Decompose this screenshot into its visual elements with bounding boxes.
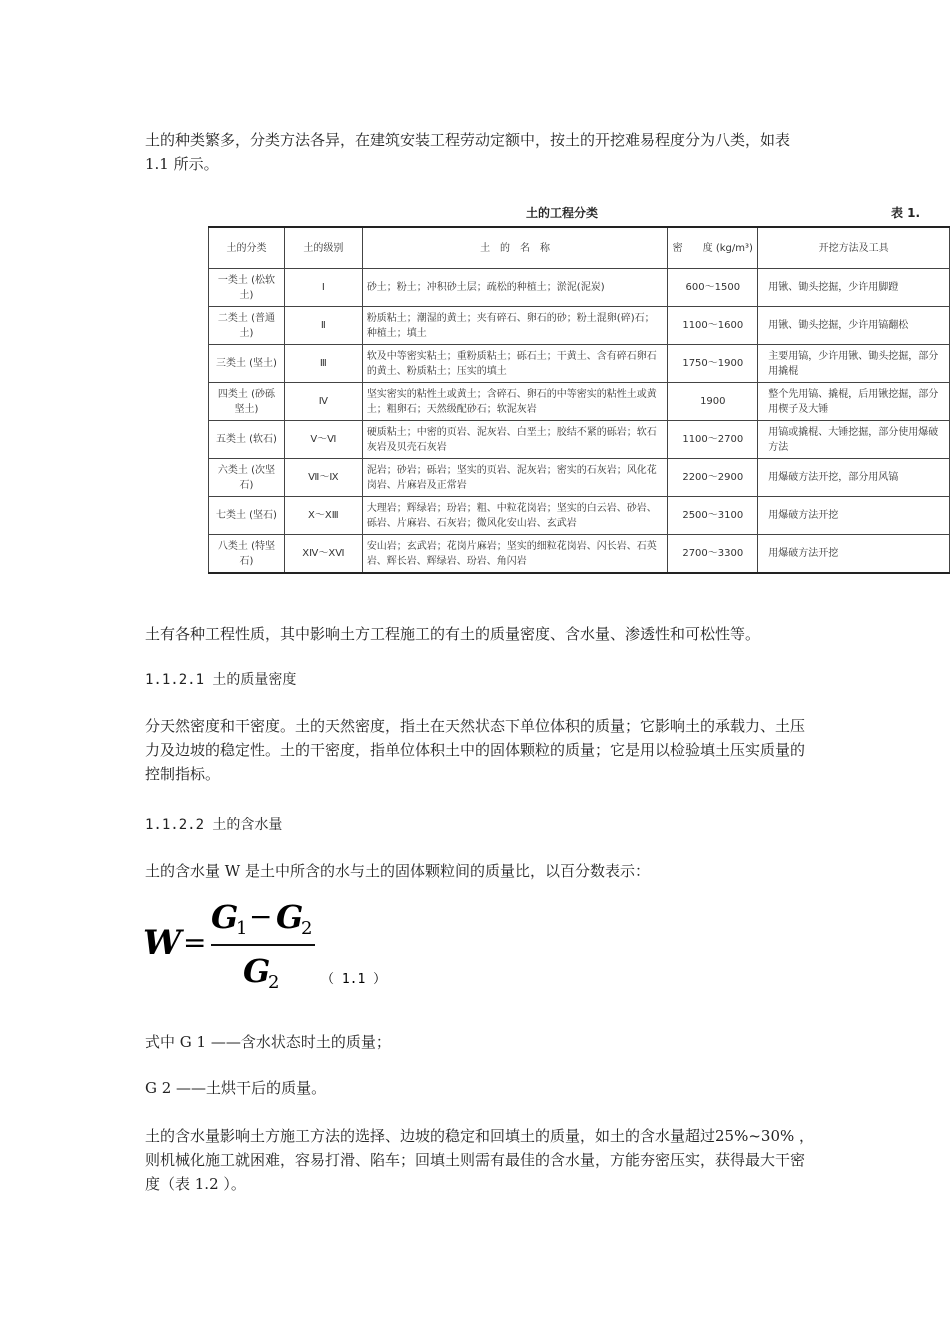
- cell-density: 1750～1900: [668, 345, 758, 383]
- cell-method: 用锹、锄头挖掘，少许用脚蹬: [758, 269, 950, 307]
- cell-grade: Ⅰ: [284, 269, 362, 307]
- table-number: 表 1.: [891, 206, 921, 220]
- section-heading-density: 1.1.2.1 土的质量密度: [145, 672, 297, 688]
- cell-class: 七类土 (坚石): [209, 497, 285, 535]
- cell-name: 安山岩；玄武岩；花岗片麻岩；坚实的细粒花岗岩、闪长岩、石英岩、辉长岩、辉绿岩、玢岩、角闪岩: [362, 535, 668, 574]
- cell-method: 整个先用镐、撬棍，后用锹挖掘，部分用楔子及大锤: [758, 383, 950, 421]
- table-row: [209, 269, 950, 307]
- cell-grade: Ⅱ: [284, 307, 362, 345]
- cell-class: 二类土 (普通土): [209, 307, 285, 345]
- cell-name: 硬质粘土；中密的页岩、泥灰岩、白垩土；胶结不紧的砾岩；软石灰岩及贝壳石灰岩: [362, 421, 668, 459]
- cell-method: 用爆破方法开挖，部分用风镐: [758, 459, 950, 497]
- header-method: 开挖方法及工具: [758, 227, 950, 269]
- formula-denominator-sub: 2: [268, 972, 280, 990]
- header-name: 土 的 名 称: [362, 227, 668, 269]
- formula-lhs: W: [143, 923, 182, 963]
- intro-paragraph: 土的种类繁多，分类方法各异，在建筑安装工程劳动定额中，按土的开挖难易程度分为八类，如表 1.1 所示。: [145, 131, 791, 173]
- cell-name: 坚实密实的粘性土或黄土；含碎石、卵石的中等密实的粘性土或黄土；粗卵石；天然级配砂石；软泥灰岩: [362, 383, 668, 421]
- table-title: 土的工程分类: [526, 206, 599, 220]
- table-row: [209, 497, 950, 535]
- cell-grade: ⅩⅣ～ⅩⅥ: [284, 535, 362, 574]
- soil-classification-table: [208, 226, 950, 574]
- cell-class: 六类土 (次坚石): [209, 459, 285, 497]
- cell-grade: Ⅶ～Ⅸ: [284, 459, 362, 497]
- cell-class: 四类土 (砂砾坚土): [209, 383, 285, 421]
- cell-class: 五类土 (软石): [209, 421, 285, 459]
- table-row: [209, 307, 950, 345]
- table-row: [209, 459, 950, 497]
- cell-name: 粉质粘土；潮湿的黄土；夹有碎石、卵石的砂；粉土混卵(碎)石；种植土；填土: [362, 307, 668, 345]
- cell-name: 软及中等密实粘土；重粉质粘土；砾石土；干黄土、含有碎石卵石的黄土、粉质粘土；压实的填土: [362, 345, 668, 383]
- cell-name: 大理岩；辉绿岩；玢岩；粗、中粒花岗岩；坚实的白云岩、砂岩、砾岩、片麻岩、石灰岩；微风化安山岩、玄武岩: [362, 497, 668, 535]
- formula-numerator-sub1: 1: [236, 918, 248, 939]
- cell-density: 2200～2900: [668, 459, 758, 497]
- cell-grade: Ⅴ～Ⅵ: [284, 421, 362, 459]
- cell-class: 八类土 (特坚石): [209, 535, 285, 574]
- cell-grade: Ⅹ～ⅩⅢ: [284, 497, 362, 535]
- cell-density: 2500～3100: [668, 497, 758, 535]
- cell-density: 600～1500: [668, 269, 758, 307]
- cell-density: 1900: [668, 383, 758, 421]
- properties-paragraph: 土有各种工程性质，其中影响土方工程施工的有土的质量密度、含水量、渗透性和可松性等。: [145, 625, 761, 643]
- cell-density: 1100～1600: [668, 307, 758, 345]
- density-paragraph: 分天然密度和干密度。土的天然密度，指土在天然状态下单位体积的质量；它影响土的承载力、土压力及边坡的稳定性。土的干密度，指单位体积土中的固体颗粒的质量；它是用以检验填土压实质量的控制指标。: [145, 717, 806, 783]
- table-row: [209, 383, 950, 421]
- section-heading-water-content: 1.1.2.2 土的含水量: [145, 817, 283, 833]
- cell-name: 泥岩；砂岩；砾岩；坚实的页岩、泥灰岩；密实的石灰岩；风化花岗岩、片麻岩及正常岩: [362, 459, 668, 497]
- cell-class: 一类土 (松软土): [209, 269, 285, 307]
- cell-method: 主要用镐，少许用锹、锄头挖掘，部分用撬棍: [758, 345, 950, 383]
- formula-numerator-g2: G: [276, 898, 304, 936]
- water-content-paragraph: 土的含水量 W 是土中所含的水与土的固体颗粒间的质量比，以百分数表示：: [145, 862, 650, 880]
- table-row: [209, 421, 950, 459]
- table-row: [209, 345, 950, 383]
- formula-equals: =: [183, 926, 207, 959]
- effect-paragraph: 土的含水量影响土方施工方法的选择、边坡的稳定和回填土的质量，如土的含水量超过25%~30% ，则机械化施工就困难，容易打滑、陷车；回填土则需有最佳的含水量，方能夯密压实，获得最大干密度（表 1.2 ）。: [145, 1127, 815, 1193]
- formula-numerator-g1: G: [211, 898, 239, 936]
- cell-method: 用锹、锄头挖掘，少许用镐翻松: [758, 307, 950, 345]
- formula-numerator-sub2: 2: [301, 918, 313, 939]
- cell-density: 2700～3300: [668, 535, 758, 574]
- table-row: [209, 535, 950, 574]
- cell-grade: Ⅳ: [284, 383, 362, 421]
- cell-density: 1100～2700: [668, 421, 758, 459]
- cell-class: 三类土 (坚土): [209, 345, 285, 383]
- cell-grade: Ⅲ: [284, 345, 362, 383]
- formula-denominator-g: G: [243, 952, 271, 990]
- soil-classification-table-figure: [208, 200, 950, 578]
- cell-method: 用爆破方法开挖: [758, 497, 950, 535]
- cell-name: 砂土；粉土；冲积砂土层；疏松的种植土；淤泥(泥炭): [362, 269, 668, 307]
- cell-method: 用爆破方法开挖: [758, 535, 950, 574]
- table-header-row: [209, 227, 950, 269]
- header-density: 密 度 (kg/m³): [668, 227, 758, 269]
- formula-minus: −: [249, 900, 273, 933]
- formula-label: （ 1.1 ）: [321, 972, 387, 987]
- water-content-formula: [143, 890, 403, 990]
- header-class: 土的分类: [209, 227, 285, 269]
- header-grade: 土的级别: [284, 227, 362, 269]
- cell-method: 用镐或撬棍、大锤挖掘，部分使用爆破方法: [758, 421, 950, 459]
- g1-definition: 式中 G 1 ——含水状态时土的质量；: [145, 1033, 391, 1051]
- g2-definition: G 2 ——土烘干后的质量。: [145, 1079, 327, 1097]
